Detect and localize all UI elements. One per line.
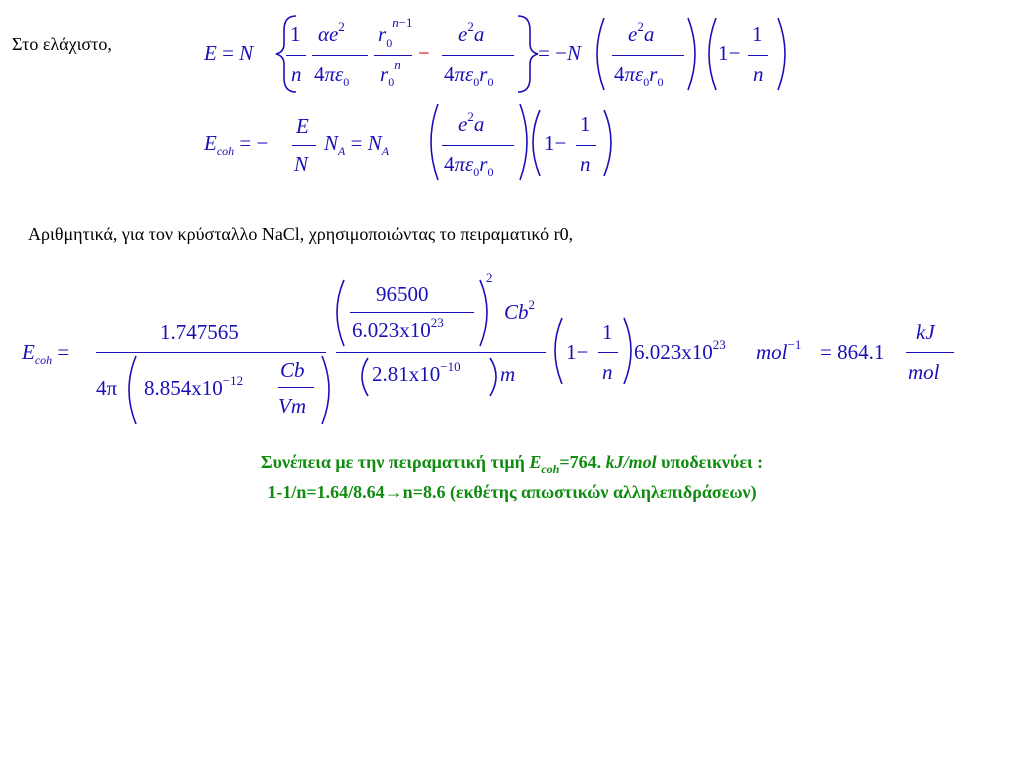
- eq3-numerator: 1.747565: [160, 320, 239, 344]
- conclusion-line-1: Συνέπεια με την πειραματική τιμή $E_{coh}=764$. kJ/mol υποδεικνύει :: [260, 452, 764, 476]
- intro-text: Στο ελάχιστο,: [12, 34, 112, 54]
- conclusion-line-2: 1-1/n=1.64/8.64→n=8.6 (εκθέτης απωστικών αλληλεπιδράσεων): [267, 482, 757, 502]
- numeric-intro-text: Αριθμητικά, για τον κρύσταλλο NaCl, χρησιμοποιώντας το πειραματικό r0,: [28, 224, 574, 244]
- eq3-four-pi: 4π: [96, 376, 118, 400]
